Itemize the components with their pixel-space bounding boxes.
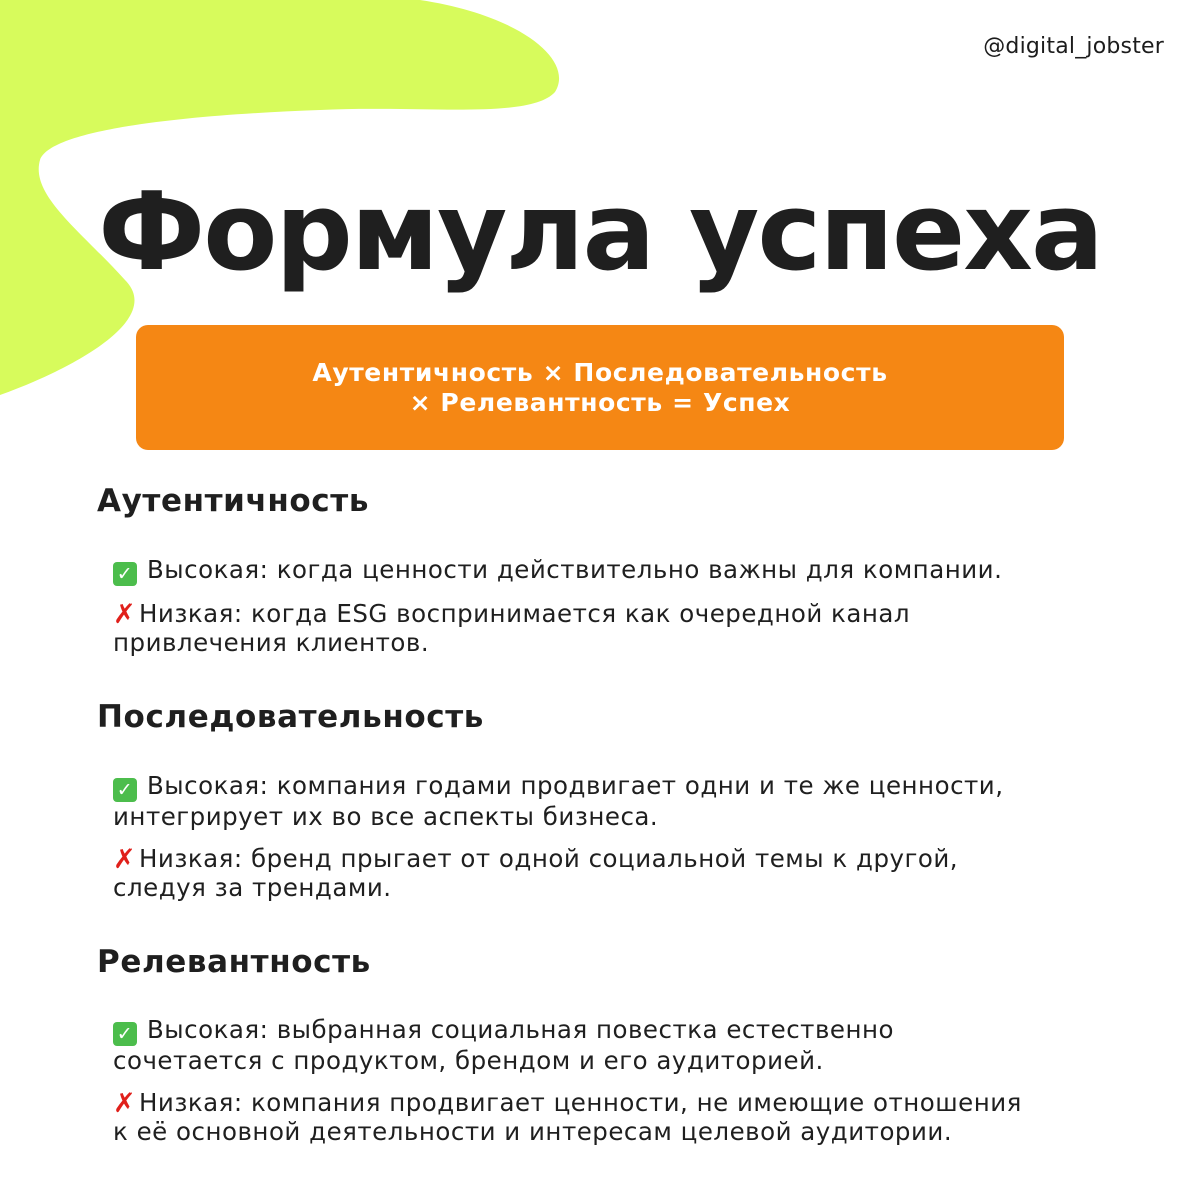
low-text-line-2: следуя за трендами.: [113, 873, 392, 902]
low-text-line-1: Низкая: бренд прыгает от одной социальной темы к другой,: [139, 844, 959, 873]
high-item-relevance: [113, 1015, 1153, 1075]
section-title-authenticity: Аутентичность: [97, 483, 370, 519]
low-item-consistency: [113, 844, 1153, 902]
low-item-relevance: [113, 1088, 1153, 1146]
check-icon: ✓: [113, 778, 137, 802]
page-title: Формула успеха: [98, 170, 1102, 295]
high-text-line-1: Высокая: компания годами продвигает одни и те же ценности,: [147, 771, 1004, 800]
account-handle: @digital_jobster: [983, 34, 1164, 59]
cross-icon: ✗: [113, 844, 137, 875]
low-text-line-2: привлечения клиентов.: [113, 628, 430, 657]
high-item-authenticity: [113, 555, 1153, 586]
high-item-consistency: [113, 771, 1153, 831]
high-text-line-2: сочетается с продуктом, брендом и его аудиторией.: [113, 1046, 824, 1075]
high-text: Высокая: когда ценности действительно важны для компании.: [147, 555, 1003, 584]
high-text-line-1: Высокая: выбранная социальная повестка естественно: [147, 1015, 894, 1044]
cross-icon: ✗: [113, 599, 137, 630]
low-item-authenticity: [113, 599, 1153, 657]
low-text-line-1: Низкая: когда ESG воспринимается как очередной канал: [139, 599, 911, 628]
cross-icon: ✗: [113, 1088, 137, 1119]
section-title-consistency: Последовательность: [97, 699, 484, 735]
check-icon: ✓: [113, 562, 137, 586]
formula-banner: [136, 325, 1064, 450]
formula-line-2: × Релевантность = Успех: [409, 387, 791, 417]
formula-line-1: Аутентичность × Последовательность: [312, 357, 888, 387]
low-text-line-2: к её основной деятельности и интересам целевой аудитории.: [113, 1117, 953, 1146]
check-icon: ✓: [113, 1022, 137, 1046]
section-title-relevance: Релевантность: [97, 944, 371, 980]
high-text-line-2: интегрирует их во все аспекты бизнеса.: [113, 802, 659, 831]
low-text-line-1: Низкая: компания продвигает ценности, не имеющие отношения: [139, 1088, 1022, 1117]
